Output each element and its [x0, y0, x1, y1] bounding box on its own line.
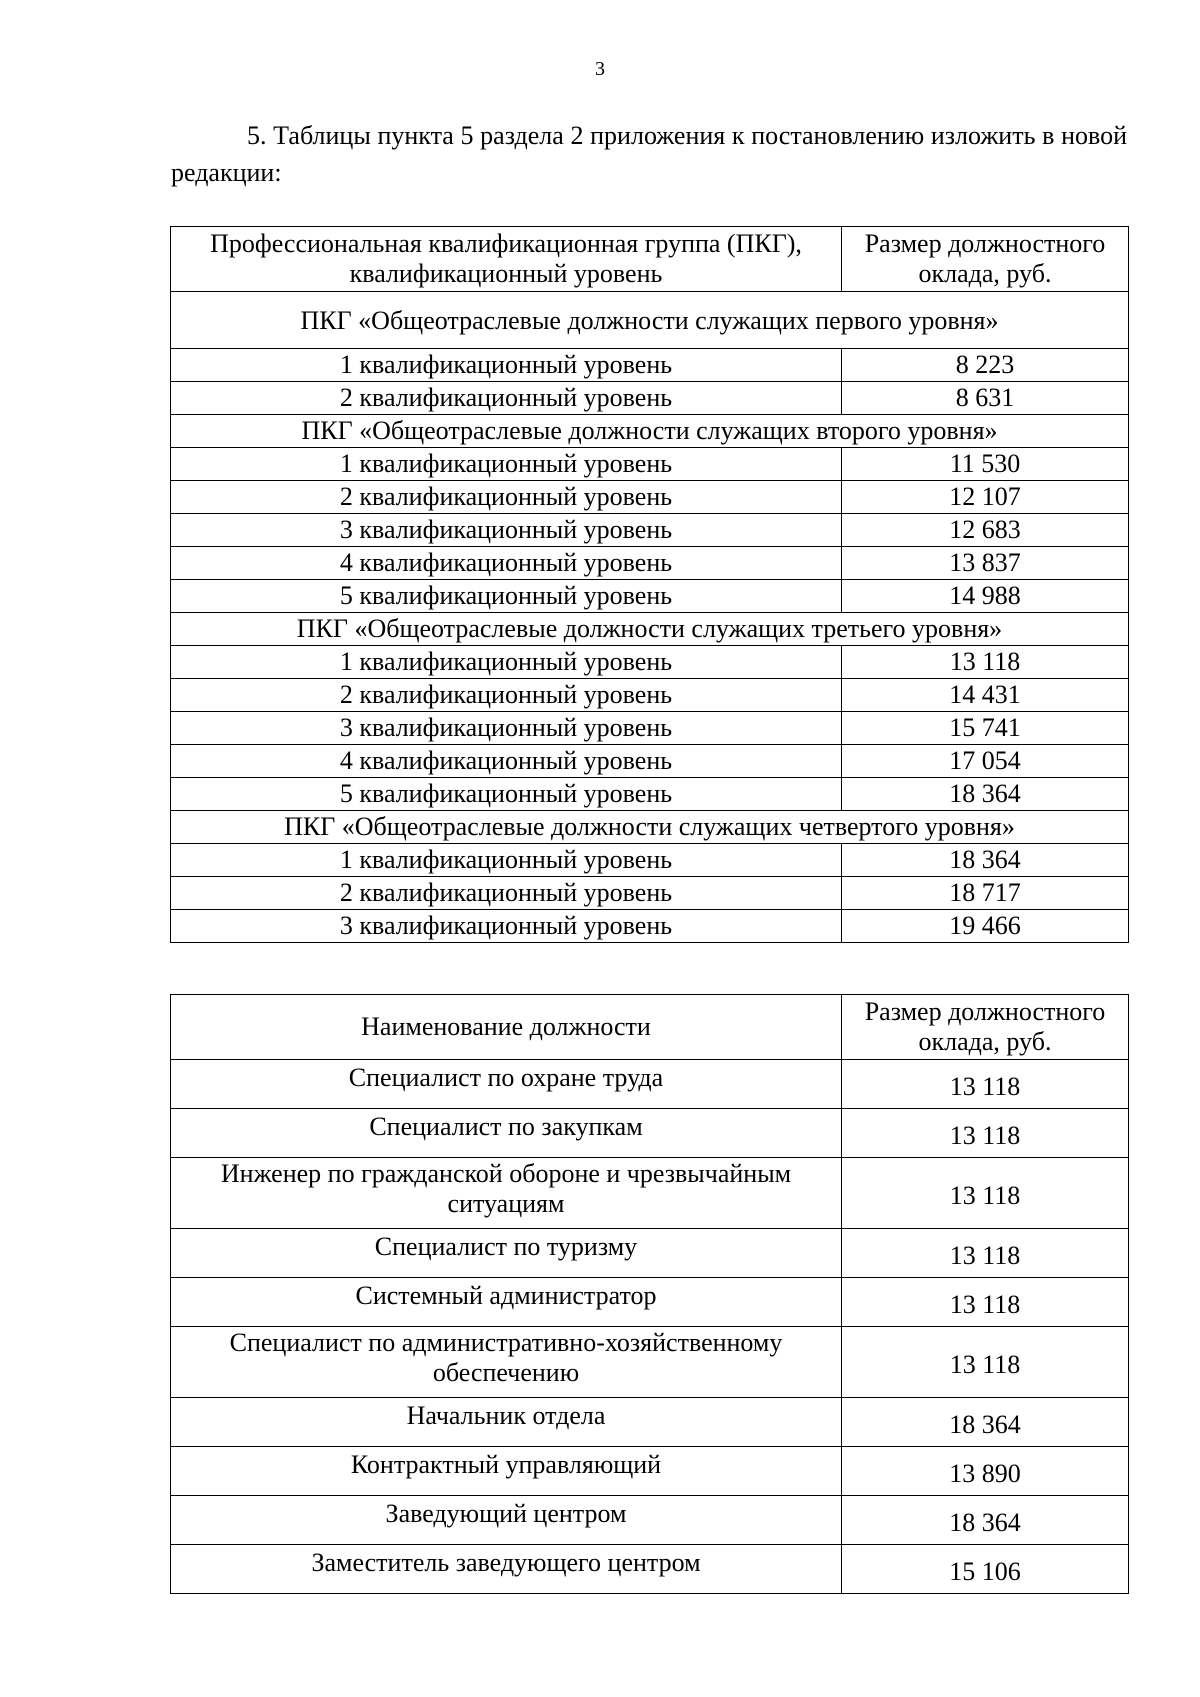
pkg-salary-table: [170, 226, 1129, 943]
position-name: Системный администратор: [171, 1278, 842, 1327]
table-row: [171, 778, 1129, 811]
position-salary-table-body: [171, 995, 1129, 1594]
table-row: [171, 547, 1129, 580]
table-row: [171, 1447, 1129, 1496]
salary-value: 8 631: [842, 382, 1129, 415]
salary-value: 13 118: [842, 1229, 1129, 1278]
group-title-row: [171, 415, 1129, 448]
table-row: [171, 1278, 1129, 1327]
salary-value: 18 364: [842, 1398, 1129, 1447]
position-name: Специалист по охране труда: [171, 1060, 842, 1109]
table-row: [171, 1398, 1129, 1447]
salary-value: 12 683: [842, 514, 1129, 547]
salary-value: 18 364: [842, 1496, 1129, 1545]
salary-value: 13 118: [842, 1158, 1129, 1229]
qualification-level: 5 квалификационный уровень: [171, 580, 842, 613]
page-number: 3: [595, 58, 605, 80]
position-name: Инженер по гражданской обороне и чрезвычайным ситуациям: [171, 1158, 842, 1229]
table-row: [171, 1109, 1129, 1158]
salary-value: 14 431: [842, 679, 1129, 712]
table-row: [171, 679, 1129, 712]
group-title: ПКГ «Общеотраслевые должности служащих четвертого уровня»: [171, 811, 1129, 844]
qualification-level: 5 квалификационный уровень: [171, 778, 842, 811]
header-salary: Размер должностного оклада, руб.: [842, 227, 1129, 292]
salary-value: 15 741: [842, 712, 1129, 745]
table-row: [171, 910, 1129, 943]
table-row: [171, 382, 1129, 415]
salary-value: 13 118: [842, 1278, 1129, 1327]
group-title: ПКГ «Общеотраслевые должности служащих второго уровня»: [171, 415, 1129, 448]
table-header-row: [171, 995, 1129, 1060]
pkg-salary-table-body: [171, 227, 1129, 943]
salary-value: 13 118: [842, 1109, 1129, 1158]
table-row: [171, 1158, 1129, 1229]
table-row: [171, 1229, 1129, 1278]
header-pkg-level: Профессиональная квалификационная группа (ПКГ), квалификационный уровень: [171, 227, 842, 292]
table-row: [171, 877, 1129, 910]
header-salary: Размер должностного оклада, руб.: [842, 995, 1129, 1060]
table-row: [171, 745, 1129, 778]
salary-value: 11 530: [842, 448, 1129, 481]
position-name: Специалист по туризму: [171, 1229, 842, 1278]
qualification-level: 2 квалификационный уровень: [171, 481, 842, 514]
position-name: Контрактный управляющий: [171, 1447, 842, 1496]
table-row: [171, 1545, 1129, 1594]
qualification-level: 2 квалификационный уровень: [171, 679, 842, 712]
table-row: [171, 349, 1129, 382]
header-position-name: Наименование должности: [171, 995, 842, 1060]
salary-value: 19 466: [842, 910, 1129, 943]
intro-paragraph: 5. Таблицы пункта 5 раздела 2 приложения к постановлению изложить в новой редакции:: [171, 121, 1127, 187]
qualification-level: 1 квалификационный уровень: [171, 646, 842, 679]
salary-value: 14 988: [842, 580, 1129, 613]
qualification-level: 4 квалификационный уровень: [171, 547, 842, 580]
position-salary-table: [170, 994, 1129, 1594]
table-row: [171, 514, 1129, 547]
table-header-row: [171, 227, 1129, 292]
qualification-level: 1 квалификационный уровень: [171, 448, 842, 481]
table-row: [171, 1496, 1129, 1545]
salary-value: 12 107: [842, 481, 1129, 514]
salary-value: 13 118: [842, 1060, 1129, 1109]
qualification-level: 3 квалификационный уровень: [171, 712, 842, 745]
salary-value: 15 106: [842, 1545, 1129, 1594]
qualification-level: 3 квалификационный уровень: [171, 910, 842, 943]
table-row: [171, 448, 1129, 481]
table-row: [171, 481, 1129, 514]
salary-value: 13 890: [842, 1447, 1129, 1496]
group-title-row: [171, 613, 1129, 646]
position-name: Специалист по административно-хозяйственному обеспечению: [171, 1327, 842, 1398]
qualification-level: 1 квалификационный уровень: [171, 844, 842, 877]
salary-value: 8 223: [842, 349, 1129, 382]
table-row: [171, 646, 1129, 679]
table-row: [171, 580, 1129, 613]
qualification-level: 2 квалификационный уровень: [171, 382, 842, 415]
salary-value: 18 364: [842, 778, 1129, 811]
salary-value: 18 364: [842, 844, 1129, 877]
position-name: Заведующий центром: [171, 1496, 842, 1545]
group-title-row: [171, 292, 1129, 349]
position-name: Начальник отдела: [171, 1398, 842, 1447]
qualification-level: 1 квалификационный уровень: [171, 349, 842, 382]
position-name: Специалист по закупкам: [171, 1109, 842, 1158]
table-row: [171, 844, 1129, 877]
salary-value: 17 054: [842, 745, 1129, 778]
position-name: Заместитель заведующего центром: [171, 1545, 842, 1594]
qualification-level: 2 квалификационный уровень: [171, 877, 842, 910]
table-row: [171, 712, 1129, 745]
group-title: ПКГ «Общеотраслевые должности служащих третьего уровня»: [171, 613, 1129, 646]
salary-value: 13 118: [842, 1327, 1129, 1398]
group-title: ПКГ «Общеотраслевые должности служащих первого уровня»: [171, 292, 1129, 349]
table-row: [171, 1327, 1129, 1398]
salary-value: 13 837: [842, 547, 1129, 580]
qualification-level: 3 квалификационный уровень: [171, 514, 842, 547]
group-title-row: [171, 811, 1129, 844]
salary-value: 13 118: [842, 646, 1129, 679]
qualification-level: 4 квалификационный уровень: [171, 745, 842, 778]
table-row: [171, 1060, 1129, 1109]
salary-value: 18 717: [842, 877, 1129, 910]
